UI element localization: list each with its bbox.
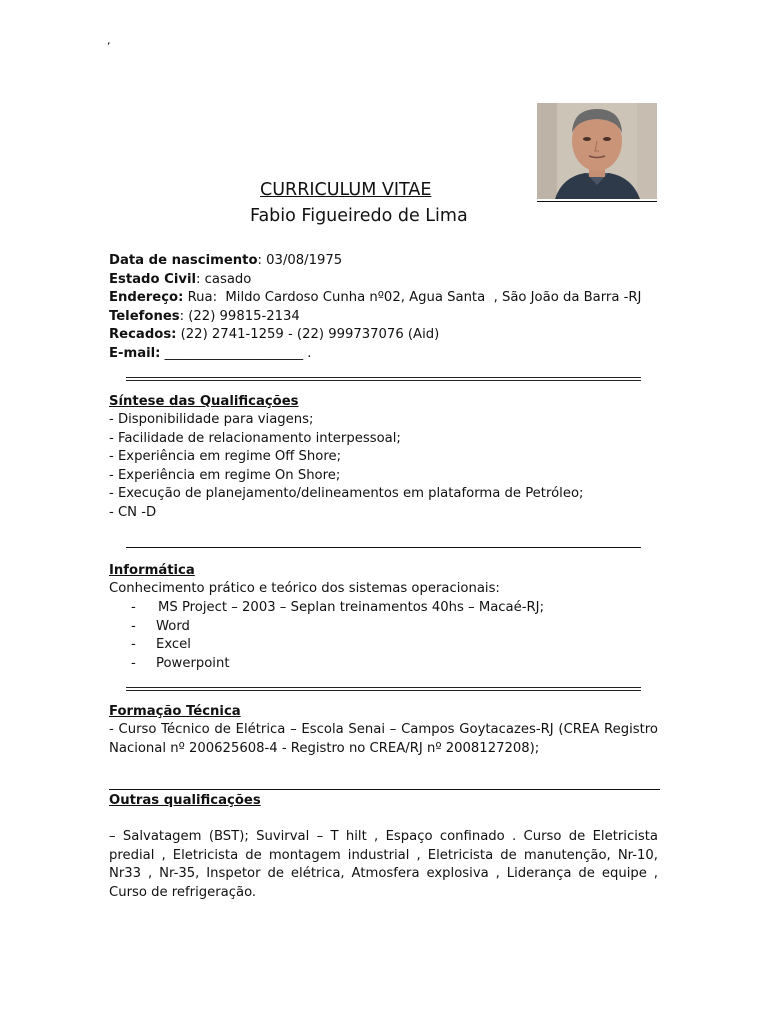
sintese-heading: Síntese das Qualificações xyxy=(109,394,299,409)
civil-status-value: : casado xyxy=(196,272,252,287)
list-bullet: - xyxy=(131,655,136,671)
top-mark: ‘ xyxy=(107,40,111,53)
section-divider xyxy=(126,547,641,548)
list-item: - CN -D xyxy=(109,504,157,520)
email-line xyxy=(109,345,311,364)
sintese-list xyxy=(109,411,583,523)
person-name: Fabio Figueiredo de Lima xyxy=(250,206,468,226)
list-item: - Execução de planejamento/delineamentos em plataforma de Petróleo; xyxy=(109,486,584,502)
list-item-text: Word xyxy=(156,618,190,634)
section-divider xyxy=(109,789,660,790)
list-item xyxy=(131,655,544,674)
phone-label: Telefones xyxy=(109,309,180,324)
birth-date-line xyxy=(109,252,342,271)
profile-photo xyxy=(537,103,657,199)
list-item xyxy=(131,636,544,655)
formacao-heading: Formação Técnica xyxy=(109,704,241,719)
section-divider xyxy=(126,377,641,381)
phone-value: : (22) 99815-2134 xyxy=(179,309,300,324)
list-item-text: MS Project – 2003 – Seplan treinamentos 40hs – Macaé-RJ; xyxy=(158,600,545,615)
list-item: - Experiência em regime Off Shore; xyxy=(109,449,342,465)
email-value: _____________________ . xyxy=(160,346,312,361)
person-portrait-icon xyxy=(537,103,657,199)
photo-underline xyxy=(537,201,657,202)
list-bullet: - xyxy=(131,637,136,653)
civil-status-line xyxy=(109,271,251,290)
list-item: - Disponibilidade para viagens; xyxy=(109,412,314,427)
list-item xyxy=(131,599,544,618)
informatica-heading: Informática xyxy=(109,563,195,578)
address-value: Rua: Mildo Cardoso Cunha nº02, Agua Santa , São João da Barra -RJ xyxy=(183,290,642,305)
list-bullet: - xyxy=(131,618,136,634)
messages-line xyxy=(109,326,439,345)
formacao-text: - Curso Técnico de Elétrica – Escola Senai – Campos Goytacazes-RJ (CREA Registro Nacional nº 200625608-4 - Registro no CREA/RJ nº 2008127208); xyxy=(109,722,658,756)
outras-heading: Outras qualificações xyxy=(109,793,261,808)
birth-date-value: : 03/08/1975 xyxy=(257,253,343,268)
address-line xyxy=(109,289,641,308)
list-item-text: Powerpoint xyxy=(156,655,230,671)
list-item xyxy=(131,618,544,637)
outras-text: – Salvatagem (BST); Suvirval – T hilt , Espaço confinado . Curso de Eletricista predial , Eletricista de montagem industrial , Eletricista de manutenção, Nr-10, Nr33 , Nr-35, Inspetor de elétrica, Atmosfera explosiva , Liderança de equipe , Curso de refrigeração. xyxy=(109,829,658,900)
list-item: - Experiência em regime On Shore; xyxy=(109,467,341,483)
messages-value: (22) 2741-1259 - (22) 999737076 (Aid) xyxy=(176,327,440,342)
email-label: E-mail: xyxy=(109,346,161,361)
list-item-text: Excel xyxy=(156,637,191,653)
address-label: Endereço: xyxy=(109,290,184,305)
informatica-list xyxy=(131,599,544,673)
phone-line xyxy=(109,308,300,327)
list-bullet: - xyxy=(131,600,136,615)
birth-date-label: Data de nascimento xyxy=(109,253,258,268)
informatica-intro: Conhecimento prático e teórico dos sistemas operacionais: xyxy=(109,581,500,596)
section-divider xyxy=(126,687,641,691)
messages-label: Recados: xyxy=(109,327,177,342)
civil-status-label: Estado Civil xyxy=(109,272,196,287)
page-title: CURRICULUM VITAE xyxy=(260,180,432,200)
list-item: - Facilidade de relacionamento interpessoal; xyxy=(109,430,401,446)
